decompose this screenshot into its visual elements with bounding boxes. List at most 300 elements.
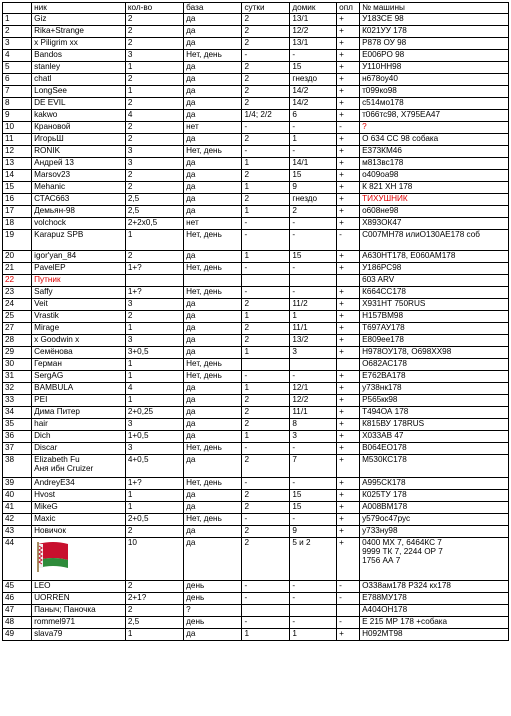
cell-base: да xyxy=(184,98,242,110)
table-row xyxy=(3,26,509,38)
cell-base: Нет, день xyxy=(184,263,242,275)
cell-house: - xyxy=(290,263,337,275)
cell-nick: slava79 xyxy=(32,629,126,641)
cell-num: 27 xyxy=(3,323,32,335)
cell-line: 0400 МХ 7, 6464КС 7 xyxy=(362,538,442,547)
cell-nick: Dich xyxy=(32,431,126,443)
cell-base: да xyxy=(184,629,242,641)
registration-table-sheet xyxy=(2,2,509,641)
cell-nick: Дима Питер xyxy=(32,407,126,419)
cell-num: 25 xyxy=(3,311,32,323)
cell-days: 2 xyxy=(242,62,290,74)
cell-days: - xyxy=(242,443,290,455)
cell-opl: + xyxy=(337,395,360,407)
cell-house: 11/1 xyxy=(290,323,337,335)
cell-qty: 2,5 xyxy=(125,206,183,218)
cell-nick: x Piligrim xx xyxy=(32,38,126,50)
cell-qty: 2 xyxy=(125,182,183,194)
cell-nick: Паныч; Паночка xyxy=(32,605,126,617)
cell-base: нет xyxy=(184,218,242,230)
cell-nick: ИгорьШ xyxy=(32,134,126,146)
cell-days: 2 xyxy=(242,419,290,431)
cell-opl: + xyxy=(337,86,360,98)
cell-opl: + xyxy=(337,478,360,490)
cell-opl: + xyxy=(337,431,360,443)
table-row xyxy=(3,419,509,431)
cell-days: 2 xyxy=(242,490,290,502)
table-row xyxy=(3,146,509,158)
table-row xyxy=(3,383,509,395)
cell-base: да xyxy=(184,170,242,182)
cell-num: 18 xyxy=(3,218,32,230)
cell-house: - xyxy=(290,122,337,134)
cell-house: - xyxy=(290,617,337,629)
cell-car: Т494ОА 178 xyxy=(360,407,509,419)
cell-house: 3 xyxy=(290,431,337,443)
cell-nick: Giz xyxy=(32,14,126,26)
cell-house: 11/2 xyxy=(290,299,337,311)
cell-opl: + xyxy=(337,182,360,194)
cell-car: н678оу40 xyxy=(360,74,509,86)
cell-house: 15 xyxy=(290,251,337,263)
cell-num: 45 xyxy=(3,581,32,593)
cell-qty: 3 xyxy=(125,335,183,347)
cell-num: 13 xyxy=(3,158,32,170)
cell-opl: + xyxy=(337,62,360,74)
cell-num: 35 xyxy=(3,419,32,431)
cell-days: - xyxy=(242,230,290,251)
cell-nick: Mehanic xyxy=(32,182,126,194)
cell-qty: 4+0,5 xyxy=(125,455,183,478)
cell-base: да xyxy=(184,14,242,26)
cell-car: К664СС178 xyxy=(360,287,509,299)
cell-days: 2 xyxy=(242,455,290,478)
table-row xyxy=(3,593,509,605)
cell-house: 1 xyxy=(290,629,337,641)
cell-house: - xyxy=(290,146,337,158)
cell-base: день xyxy=(184,581,242,593)
cell-house: 9 xyxy=(290,526,337,538)
cell-house: 14/1 xyxy=(290,158,337,170)
cell-car: у738нк178 xyxy=(360,383,509,395)
cell-num: 46 xyxy=(3,593,32,605)
cell-opl: + xyxy=(337,38,360,50)
cell-line: Elizabeth Fu xyxy=(34,455,80,464)
table-row xyxy=(3,359,509,371)
cell-num: 24 xyxy=(3,299,32,311)
cell-base: да xyxy=(184,395,242,407)
cell-opl: + xyxy=(337,218,360,230)
cell-qty: 1+0,5 xyxy=(125,431,183,443)
cell-car: Н092МТ98 xyxy=(360,629,509,641)
cell-num: 48 xyxy=(3,617,32,629)
cell-qty: 2 xyxy=(125,26,183,38)
cell-days: 2 xyxy=(242,407,290,419)
table-row xyxy=(3,74,509,86)
cell-base: да xyxy=(184,74,242,86)
cell-num: 17 xyxy=(3,206,32,218)
cell-days: 1 xyxy=(242,251,290,263)
cell-days: - xyxy=(242,263,290,275)
cell-days: - xyxy=(242,287,290,299)
header-row xyxy=(3,3,509,14)
cell-line: Аня ибн Cruizer xyxy=(34,464,94,473)
cell-base: да xyxy=(184,335,242,347)
belarus-flag-icon xyxy=(34,538,72,574)
cell-num: 36 xyxy=(3,431,32,443)
cell-base: да xyxy=(184,419,242,431)
cell-house: 1 xyxy=(290,311,337,323)
cell-qty: 2 xyxy=(125,170,183,182)
cell-nick: x Goodwin x xyxy=(32,335,126,347)
cell-base: Нет, день xyxy=(184,443,242,455)
cell-base: да xyxy=(184,182,242,194)
cell-car: т099ко98 xyxy=(360,86,509,98)
cell-qty: 2 xyxy=(125,251,183,263)
header-base: база xyxy=(184,3,242,14)
cell-house: 3 xyxy=(290,347,337,359)
cell-days: 2 xyxy=(242,134,290,146)
cell-num: 15 xyxy=(3,182,32,194)
cell-nick: Герман xyxy=(32,359,126,371)
cell-base: Нет, день xyxy=(184,287,242,299)
cell-opl: + xyxy=(337,383,360,395)
table-row xyxy=(3,182,509,194)
cell-days: - xyxy=(242,478,290,490)
cell-nick: BAMBULA xyxy=(32,383,126,395)
cell-opl: - xyxy=(337,122,360,134)
cell-base: да xyxy=(184,194,242,206)
table-row xyxy=(3,194,509,206)
cell-num: 40 xyxy=(3,490,32,502)
cell-num: 1 xyxy=(3,14,32,26)
cell-house: - xyxy=(290,443,337,455)
cell-qty: 2 xyxy=(125,526,183,538)
table-row xyxy=(3,455,509,478)
cell-car: Е006РО 98 xyxy=(360,50,509,62)
cell-car: Х931НТ 750RUS xyxy=(360,299,509,311)
table-row xyxy=(3,431,509,443)
cell-house: - xyxy=(290,371,337,383)
table-row xyxy=(3,263,509,275)
cell-car: о608не98 xyxy=(360,206,509,218)
cell-qty: 1 xyxy=(125,371,183,383)
cell-qty: 1 xyxy=(125,490,183,502)
table-row xyxy=(3,371,509,383)
cell-days: 2 xyxy=(242,26,290,38)
cell-car: ? xyxy=(360,122,509,134)
cell-num: 5 xyxy=(3,62,32,74)
cell-car: Е788МУ178 xyxy=(360,593,509,605)
cell-house: 5 и 2 xyxy=(290,538,337,581)
cell-nick: rommel971 xyxy=(32,617,126,629)
table-row xyxy=(3,206,509,218)
cell-num: 39 xyxy=(3,478,32,490)
table-row xyxy=(3,98,509,110)
cell-base: да xyxy=(184,311,242,323)
table-row xyxy=(3,323,509,335)
table-row xyxy=(3,538,509,581)
table-row xyxy=(3,629,509,641)
cell-nick: Hvost xyxy=(32,490,126,502)
cell-days: 1 xyxy=(242,383,290,395)
cell-nick: Крановой xyxy=(32,122,126,134)
cell-opl: + xyxy=(337,455,360,478)
cell-house: гнездо xyxy=(290,74,337,86)
cell-car: Р878 ОУ 98 xyxy=(360,38,509,50)
cell-car: С007МН78 илиО130АЕ178 соб xyxy=(360,230,509,251)
cell-opl: + xyxy=(337,26,360,38)
table-row xyxy=(3,110,509,122)
table-row xyxy=(3,218,509,230)
cell-nick: Демьян-98 xyxy=(32,206,126,218)
cell-base: ? xyxy=(184,605,242,617)
cell-house: 14/2 xyxy=(290,86,337,98)
cell-opl: + xyxy=(337,206,360,218)
cell-num: 37 xyxy=(3,443,32,455)
cell-days: 2 xyxy=(242,323,290,335)
cell-opl: + xyxy=(337,629,360,641)
cell-house: 14/2 xyxy=(290,98,337,110)
cell-num: 23 xyxy=(3,287,32,299)
cell-opl: + xyxy=(337,287,360,299)
table-row xyxy=(3,335,509,347)
cell-qty: 1 xyxy=(125,86,183,98)
cell-qty: 1 xyxy=(125,62,183,74)
cell-car: 603 ARV xyxy=(360,275,509,287)
cell-opl: + xyxy=(337,170,360,182)
cell-car: Е 215 МР 178 +собака xyxy=(360,617,509,629)
cell-days: 1 xyxy=(242,431,290,443)
cell-nick xyxy=(32,455,126,478)
cell-opl: + xyxy=(337,14,360,26)
cell-days: 2 xyxy=(242,526,290,538)
cell-qty: 2 xyxy=(125,581,183,593)
cell-days: 1 xyxy=(242,206,290,218)
cell-days: 1 xyxy=(242,629,290,641)
header-qty: кол-во xyxy=(125,3,183,14)
cell-days: - xyxy=(242,514,290,526)
table-row xyxy=(3,299,509,311)
cell-nick: Bandos xyxy=(32,50,126,62)
cell-car: А995СК178 xyxy=(360,478,509,490)
cell-num: 49 xyxy=(3,629,32,641)
cell-base: да xyxy=(184,383,242,395)
cell-num: 11 xyxy=(3,134,32,146)
cell-nick xyxy=(32,538,126,581)
cell-base: да xyxy=(184,86,242,98)
cell-car: Х033АВ 47 xyxy=(360,431,509,443)
cell-house: - xyxy=(290,514,337,526)
cell-nick: chatl xyxy=(32,74,126,86)
cell-car: А404ОН178 xyxy=(360,605,509,617)
cell-qty: 1+? xyxy=(125,263,183,275)
cell-base: да xyxy=(184,490,242,502)
header-house: домик xyxy=(290,3,337,14)
cell-opl: + xyxy=(337,299,360,311)
cell-num: 28 xyxy=(3,335,32,347)
cell-num: 7 xyxy=(3,86,32,98)
cell-base: день xyxy=(184,593,242,605)
cell-num: 16 xyxy=(3,194,32,206)
table-row xyxy=(3,526,509,538)
cell-line: 1756 АА 7 xyxy=(362,556,401,565)
cell-nick: Новичок xyxy=(32,526,126,538)
cell-qty: 2 xyxy=(125,14,183,26)
cell-days: 1 xyxy=(242,311,290,323)
cell-num: 21 xyxy=(3,263,32,275)
cell-nick: UORREN xyxy=(32,593,126,605)
cell-num: 4 xyxy=(3,50,32,62)
cell-nick: LongSee xyxy=(32,86,126,98)
cell-opl: + xyxy=(337,419,360,431)
cell-days: - xyxy=(242,50,290,62)
cell-days: 2 xyxy=(242,14,290,26)
cell-house xyxy=(290,359,337,371)
cell-days: 2 xyxy=(242,194,290,206)
table-row xyxy=(3,581,509,593)
cell-qty: 3 xyxy=(125,443,183,455)
cell-qty: 10 xyxy=(125,538,183,581)
cell-base: да xyxy=(184,110,242,122)
cell-days: - xyxy=(242,122,290,134)
cell-house xyxy=(290,605,337,617)
cell-nick: Saffy xyxy=(32,287,126,299)
cell-house: - xyxy=(290,287,337,299)
cell-num: 42 xyxy=(3,514,32,526)
cell-base: да xyxy=(184,431,242,443)
table-row xyxy=(3,478,509,490)
cell-base: да xyxy=(184,526,242,538)
cell-car: У183СЕ 98 xyxy=(360,14,509,26)
cell-qty: 1 xyxy=(125,395,183,407)
cell-qty: 3 xyxy=(125,299,183,311)
cell-base: да xyxy=(184,206,242,218)
cell-nick: Marsov23 xyxy=(32,170,126,182)
cell-opl: + xyxy=(337,526,360,538)
table-row xyxy=(3,407,509,419)
cell-days: - xyxy=(242,617,290,629)
cell-opl: + xyxy=(337,371,360,383)
cell-num: 2 xyxy=(3,26,32,38)
cell-days: 2 xyxy=(242,502,290,514)
cell-opl: - xyxy=(337,581,360,593)
cell-house: - xyxy=(290,50,337,62)
cell-opl: + xyxy=(337,74,360,86)
cell-nick: PavelEP xyxy=(32,263,126,275)
cell-qty: 1+? xyxy=(125,287,183,299)
cell-num: 38 xyxy=(3,455,32,478)
header-car: № машины xyxy=(360,3,509,14)
cell-car: А008ВМ178 xyxy=(360,502,509,514)
cell-car: ТИХУШНИК xyxy=(360,194,509,206)
cell-days: - xyxy=(242,593,290,605)
cell-opl: + xyxy=(337,514,360,526)
cell-base: день xyxy=(184,617,242,629)
cell-base: да xyxy=(184,158,242,170)
cell-opl: + xyxy=(337,347,360,359)
cell-days: 1/4; 2/2 xyxy=(242,110,290,122)
cell-house: 15 xyxy=(290,490,337,502)
cell-opl: + xyxy=(337,98,360,110)
cell-opl: - xyxy=(337,617,360,629)
cell-nick: Путник xyxy=(32,275,126,287)
cell-nick: stanley xyxy=(32,62,126,74)
cell-opl: + xyxy=(337,443,360,455)
cell-num: 8 xyxy=(3,98,32,110)
cell-qty: 2,5 xyxy=(125,617,183,629)
cell-nick: AndreyE34 xyxy=(32,478,126,490)
cell-num: 6 xyxy=(3,74,32,86)
cell-base: да xyxy=(184,134,242,146)
cell-qty: 1 xyxy=(125,323,183,335)
cell-num: 43 xyxy=(3,526,32,538)
cell-qty: 2 xyxy=(125,74,183,86)
cell-opl: + xyxy=(337,50,360,62)
table-row xyxy=(3,158,509,170)
cell-base: да xyxy=(184,251,242,263)
cell-car: т066тс98, Х795ЕА47 xyxy=(360,110,509,122)
cell-car: В064ЕО178 xyxy=(360,443,509,455)
cell-house: 8 xyxy=(290,419,337,431)
cell-days: - xyxy=(242,146,290,158)
cell-car: О 634 СС 98 собака xyxy=(360,134,509,146)
cell-days: 1 xyxy=(242,158,290,170)
cell-base: да xyxy=(184,538,242,581)
cell-house: 12/1 xyxy=(290,383,337,395)
cell-base: да xyxy=(184,299,242,311)
cell-days: - xyxy=(242,218,290,230)
cell-days: 2 xyxy=(242,299,290,311)
cell-num: 10 xyxy=(3,122,32,134)
cell-days xyxy=(242,605,290,617)
cell-nick: hair xyxy=(32,419,126,431)
table-row xyxy=(3,230,509,251)
cell-qty: 2+0,5 xyxy=(125,514,183,526)
cell-car: м813вс178 xyxy=(360,158,509,170)
cell-nick: Discar xyxy=(32,443,126,455)
cell-qty: 4 xyxy=(125,110,183,122)
cell-base: да xyxy=(184,323,242,335)
cell-line: 9999 ТК 7, 2244 ОР 7 xyxy=(362,547,443,556)
cell-car: М530КС178 xyxy=(360,455,509,478)
cell-base: Нет, день xyxy=(184,359,242,371)
table-row xyxy=(3,62,509,74)
cell-base: нет xyxy=(184,122,242,134)
cell-opl: + xyxy=(337,407,360,419)
cell-opl: + xyxy=(337,110,360,122)
cell-num: 30 xyxy=(3,359,32,371)
cell-days xyxy=(242,359,290,371)
cell-base xyxy=(184,275,242,287)
cell-car: Н978ОУ178, О698ХХ98 xyxy=(360,347,509,359)
cell-car: У110НН98 xyxy=(360,62,509,74)
cell-car: с514мо178 xyxy=(360,98,509,110)
cell-num: 32 xyxy=(3,383,32,395)
cell-base: да xyxy=(184,347,242,359)
cell-house: 11/1 xyxy=(290,407,337,419)
cell-qty: 2 xyxy=(125,134,183,146)
table-body xyxy=(3,14,509,641)
cell-house: 1 xyxy=(290,134,337,146)
cell-opl: + xyxy=(337,194,360,206)
cell-car: У186РС98 xyxy=(360,263,509,275)
cell-base: Нет, день xyxy=(184,478,242,490)
cell-house: 2 xyxy=(290,206,337,218)
cell-nick: volchock xyxy=(32,218,126,230)
cell-car: К815ВУ 178RUS xyxy=(360,419,509,431)
cell-nick: Karapuz SPB xyxy=(32,230,126,251)
